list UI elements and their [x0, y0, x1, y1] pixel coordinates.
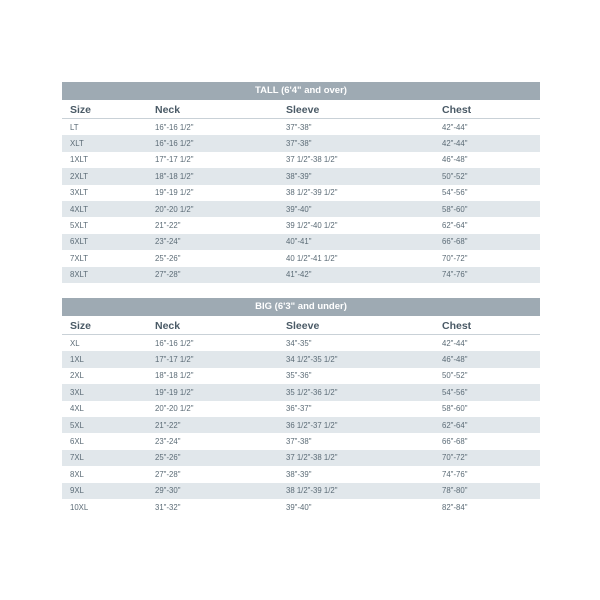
table-row	[62, 135, 540, 151]
sleeve-cell: 41"-42"	[286, 270, 312, 280]
sleeve-cell: 37 1/2"-38 1/2"	[286, 155, 338, 165]
table-row	[62, 351, 540, 367]
chest-cell: 70"-72"	[442, 253, 468, 263]
chest-cell: 50"-52"	[442, 371, 468, 381]
size-cell: XLT	[70, 139, 84, 149]
chest-cell: 82"-84"	[442, 502, 468, 512]
table-row	[62, 250, 540, 266]
size-cell: 5XL	[70, 420, 84, 430]
neck-cell: 27"-28"	[155, 469, 181, 479]
chest-cell: 62"-64"	[442, 221, 468, 231]
chest-cell: 78"-80"	[442, 486, 468, 496]
size-cell: 7XL	[70, 453, 84, 463]
tall-header-row	[62, 100, 540, 119]
size-cell: 2XLT	[70, 171, 89, 181]
table-row	[62, 185, 540, 201]
sleeve-cell: 35 1/2"-36 1/2"	[286, 387, 338, 397]
sleeve-cell: 39 1/2"-40 1/2"	[286, 221, 338, 231]
size-cell: 3XLT	[70, 188, 89, 198]
chest-cell: 46"-48"	[442, 155, 468, 165]
table-row	[62, 217, 540, 233]
size-cell: 6XL	[70, 437, 84, 447]
chest-cell: 62"-64"	[442, 420, 468, 430]
neck-cell: 19"-19 1/2"	[155, 387, 194, 397]
sleeve-cell: 40"-41"	[286, 237, 312, 247]
sleeve-cell: 34 1/2"-35 1/2"	[286, 355, 338, 365]
chest-cell: 58"-60"	[442, 404, 468, 414]
big-header-row	[62, 316, 540, 335]
sleeve-cell: 37"-38"	[286, 122, 312, 132]
neck-cell: 18"-18 1/2"	[155, 171, 194, 181]
size-cell: 7XLT	[70, 253, 89, 263]
chest-cell: 74"-76"	[442, 270, 468, 280]
neck-cell: 17"-17 1/2"	[155, 355, 194, 365]
neck-cell: 23"-24"	[155, 437, 181, 447]
table-row	[62, 267, 540, 283]
size-cell: 8XL	[70, 469, 84, 479]
size-cell: XL	[70, 338, 80, 348]
sleeve-cell: 34"-35"	[286, 338, 312, 348]
chest-cell: 50"-52"	[442, 171, 468, 181]
tall-table-title: TALL (6'4" and over)	[62, 82, 540, 100]
size-cell: 3XL	[70, 387, 84, 397]
sleeve-cell: 40 1/2"-41 1/2"	[286, 253, 338, 263]
table-row	[62, 368, 540, 384]
neck-cell: 16"-16 1/2"	[155, 139, 194, 149]
neck-cell: 25"-26"	[155, 253, 181, 263]
neck-cell: 16"-16 1/2"	[155, 338, 194, 348]
size-cell: 4XLT	[70, 204, 89, 214]
table-row	[62, 401, 540, 417]
size-cell: 1XL	[70, 355, 84, 365]
sleeve-cell: 37"-38"	[286, 139, 312, 149]
sleeve-cell: 39"-40"	[286, 204, 312, 214]
big-size-table	[62, 298, 540, 515]
neck-cell: 21"-22"	[155, 420, 181, 430]
table-row	[62, 483, 540, 499]
sleeve-cell: 38"-39"	[286, 171, 312, 181]
table-row	[62, 201, 540, 217]
sleeve-cell: 37 1/2"-38 1/2"	[286, 453, 338, 463]
chest-cell: 54"-56"	[442, 188, 468, 198]
neck-header: Neck	[155, 320, 181, 332]
sleeve-cell: 36"-37"	[286, 404, 312, 414]
chest-cell: 46"-48"	[442, 355, 468, 365]
neck-cell: 21"-22"	[155, 221, 181, 231]
table-row	[62, 119, 540, 135]
neck-cell: 29"-30"	[155, 486, 181, 496]
chest-cell: 54"-56"	[442, 387, 468, 397]
sleeve-cell: 39"-40"	[286, 502, 312, 512]
chest-header: Chest	[442, 320, 472, 332]
sleeve-cell: 38 1/2"-39 1/2"	[286, 486, 338, 496]
neck-cell: 20"-20 1/2"	[155, 204, 194, 214]
table-row	[62, 168, 540, 184]
size-cell: 1XLT	[70, 155, 89, 165]
table-row	[62, 335, 540, 351]
size-cell: 9XL	[70, 486, 84, 496]
table-row	[62, 499, 540, 515]
neck-cell: 20"-20 1/2"	[155, 404, 194, 414]
size-cell: 10XL	[70, 502, 89, 512]
chest-cell: 58"-60"	[442, 204, 468, 214]
sleeve-cell: 38"-39"	[286, 469, 312, 479]
neck-cell: 19"-19 1/2"	[155, 188, 194, 198]
size-header: Size	[70, 104, 92, 116]
big-table-body	[62, 335, 540, 515]
neck-cell: 18"-18 1/2"	[155, 371, 194, 381]
neck-cell: 16"-16 1/2"	[155, 122, 194, 132]
chest-cell: 42"-44"	[442, 122, 468, 132]
neck-cell: 17"-17 1/2"	[155, 155, 194, 165]
table-row	[62, 417, 540, 433]
size-header: Size	[70, 320, 92, 332]
table-row	[62, 234, 540, 250]
table-row	[62, 466, 540, 482]
size-cell: 4XL	[70, 404, 84, 414]
chest-cell: 66"-68"	[442, 237, 468, 247]
sleeve-header: Sleeve	[286, 104, 320, 116]
sleeve-header: Sleeve	[286, 320, 320, 332]
big-table-title: BIG (6'3" and under)	[62, 298, 540, 316]
table-row	[62, 384, 540, 400]
chest-cell: 70"-72"	[442, 453, 468, 463]
tall-table-body	[62, 119, 540, 283]
size-cell: LT	[70, 122, 79, 132]
neck-cell: 27"-28"	[155, 270, 181, 280]
sleeve-cell: 37"-38"	[286, 437, 312, 447]
table-row	[62, 433, 540, 449]
table-row	[62, 450, 540, 466]
sleeve-cell: 35"-36"	[286, 371, 312, 381]
sleeve-cell: 38 1/2"-39 1/2"	[286, 188, 338, 198]
size-cell: 8XLT	[70, 270, 89, 280]
chest-cell: 42"-44"	[442, 338, 468, 348]
chest-cell: 74"-76"	[442, 469, 468, 479]
neck-header: Neck	[155, 104, 181, 116]
size-cell: 6XLT	[70, 237, 89, 247]
neck-cell: 23"-24"	[155, 237, 181, 247]
chest-header: Chest	[442, 104, 472, 116]
size-cell: 2XL	[70, 371, 84, 381]
chest-cell: 42"-44"	[442, 139, 468, 149]
neck-cell: 31"-32"	[155, 502, 181, 512]
sleeve-cell: 36 1/2"-37 1/2"	[286, 420, 338, 430]
chest-cell: 66"-68"	[442, 437, 468, 447]
table-row	[62, 152, 540, 168]
size-cell: 5XLT	[70, 221, 89, 231]
neck-cell: 25"-26"	[155, 453, 181, 463]
tall-size-table	[62, 82, 540, 283]
